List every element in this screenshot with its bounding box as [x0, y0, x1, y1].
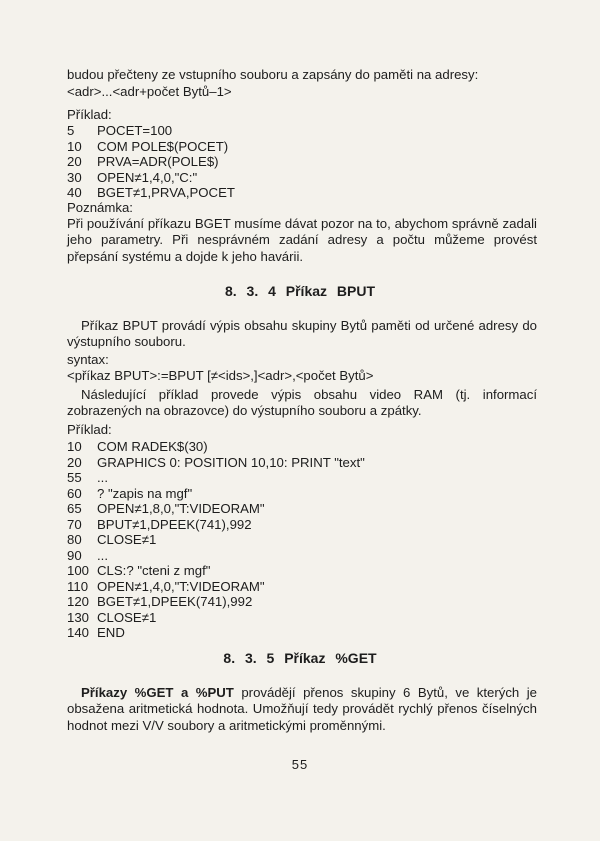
code-line-text: BGET≠1,DPEEK(741),992 — [97, 594, 253, 609]
code-line — [67, 610, 156, 626]
code-line — [67, 154, 219, 170]
code-line-number: 20 — [67, 154, 82, 169]
bput-example-label: Příklad: — [67, 422, 112, 437]
code-line-text: OPEN≠1,8,0,"T:VIDEORAM" — [97, 501, 265, 516]
section-heading-bput: 8. 3. 4 Příkaz BPUT — [224, 283, 376, 299]
code-line — [67, 563, 210, 579]
code-line-number: 65 — [67, 501, 82, 516]
code-line-number: 5 — [67, 123, 75, 138]
bput-example-intro: Následující příklad provede výpis obsahu video RAM (tj. informací zobrazených na obrazovce) do výstupního souboru a zpátky. — [67, 387, 537, 419]
code-line-number: 90 — [67, 547, 82, 563]
code-line-number: 40 — [67, 185, 82, 200]
code-line — [67, 548, 108, 564]
code-line-text: BGET≠1,PRVA,POCET — [97, 185, 235, 200]
code-line-text: CLOSE≠1 — [97, 609, 157, 625]
code-line-text: OPEN≠1,4,0,"C:" — [97, 169, 198, 185]
code-line-text: POCET=100 — [97, 123, 173, 138]
code-line — [67, 579, 265, 595]
code-line-number: 60 — [67, 485, 82, 501]
code-line — [67, 170, 197, 186]
code-line — [67, 532, 156, 548]
code-line-number: 55 — [67, 470, 82, 485]
code-line-number: 20 — [67, 454, 82, 470]
code-line-text: ... — [97, 470, 108, 485]
code-line — [67, 439, 208, 455]
intro-line-2: <adr>...<adr+počet Bytů–1> — [67, 84, 232, 99]
code-line-number: 140 — [67, 625, 90, 640]
code-line-text: OPEN≠1,4,0,"T:VIDEORAM" — [97, 578, 265, 594]
bput-syntax: <příkaz BPUT>:=BPUT [≠<ids>,]<adr>,<počet Bytů> — [67, 368, 374, 383]
code-line — [67, 594, 252, 610]
get-paragraph — [67, 685, 537, 734]
code-line — [67, 455, 365, 471]
get-paragraph-bold-lead: Příkazy %GET a %PUT — [81, 685, 234, 700]
code-line-number: 110 — [67, 578, 89, 594]
code-line-text: CLOSE≠1 — [97, 532, 157, 547]
code-line-text: CLS:? "cteni z mgf" — [97, 563, 211, 578]
code-line — [67, 123, 172, 139]
note-label: Poznámka: — [67, 200, 133, 215]
example1-label: Příklad: — [67, 107, 112, 122]
bput-syntax-label: syntax: — [67, 352, 109, 367]
code-line-text: END — [97, 625, 125, 640]
intro-line-1: budou přečteny ze vstupního souboru a zapsány do paměti na adresy: — [67, 67, 479, 82]
code-line-number: 30 — [67, 169, 82, 185]
code-line — [67, 470, 108, 486]
code-line-number: 100 — [67, 563, 90, 578]
code-line-text: COM POLE$(POCET) — [97, 138, 229, 154]
code-line-text: BPUT≠1,DPEEK(741),992 — [97, 516, 252, 532]
code-line-text: COM RADEK$(30) — [97, 439, 208, 454]
note-text: Při používání příkazu BGET musíme dávat pozor na to, abychom správně zadali jeho parametry. Při nesprávném zadání adresy a počtu můžeme provést přepsání systému a dojde k jeho havárii. — [67, 216, 537, 264]
code-line — [67, 486, 192, 502]
code-line — [67, 139, 228, 155]
code-line-text: ? "zapis na mgf" — [97, 485, 193, 501]
code-line-text: ... — [97, 547, 108, 563]
code-line — [67, 185, 235, 201]
code-line-number: 10 — [67, 138, 82, 154]
page-number: 55 — [291, 757, 309, 772]
code-line — [67, 501, 265, 517]
section-heading-get: 8. 3. 5 Příkaz %GET — [223, 650, 377, 666]
code-line-text: PRVA=ADR(POLE$) — [97, 154, 219, 169]
code-line-number: 130 — [67, 609, 90, 625]
code-line-text: GRAPHICS 0: POSITION 10,10: PRINT "text" — [97, 454, 365, 470]
code-line-number: 70 — [67, 516, 82, 532]
code-line-number: 80 — [67, 532, 82, 547]
code-line — [67, 625, 125, 641]
code-line-number: 10 — [67, 439, 82, 454]
get-paragraph-text: provádějí přenos skupiny 6 Bytů, ve kterých je obsažena aritmetická hodnota. Umožňují tedy provádět rychlý přenos číselných hodnot mezi V/V soubory a aritmetickými proměnnými. — [67, 685, 537, 733]
bput-description: Příkaz BPUT provádí výpis obsahu skupiny Bytů paměti od určené adresy do výstupního souboru. — [67, 318, 537, 350]
code-line — [67, 517, 252, 533]
code-line-number: 120 — [67, 594, 90, 609]
